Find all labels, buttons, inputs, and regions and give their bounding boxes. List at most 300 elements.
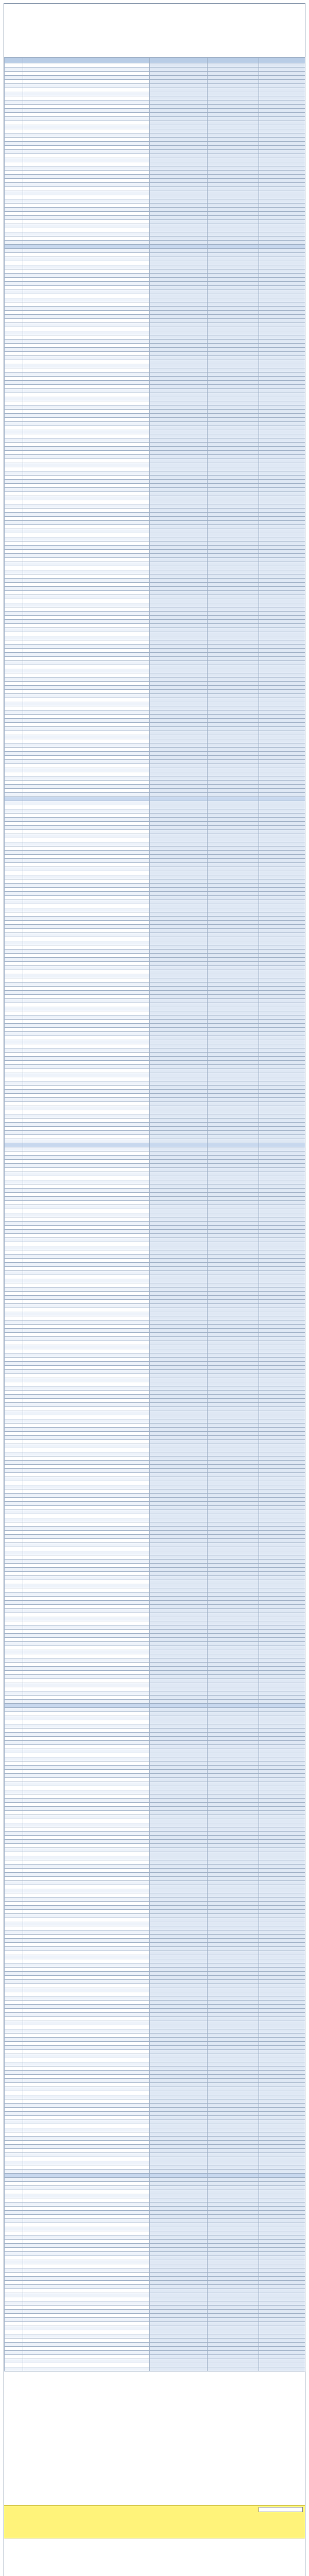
cell-amount-1 xyxy=(150,801,208,805)
cell-note xyxy=(259,1287,305,1292)
cell-name xyxy=(23,904,150,908)
table-row xyxy=(5,344,305,348)
cell-name xyxy=(23,995,150,999)
cell-amount-2 xyxy=(208,1489,259,1494)
cell-name xyxy=(23,319,150,323)
cell-code xyxy=(5,129,23,133)
cell-note xyxy=(259,2021,305,2025)
table-row xyxy=(5,1592,305,1597)
cell-note xyxy=(259,554,305,558)
cell-code xyxy=(5,863,23,867)
table-row xyxy=(5,958,305,962)
cell-name xyxy=(23,2116,150,2120)
cell-amount-1 xyxy=(150,377,208,381)
cell-name xyxy=(23,162,150,166)
cell-name xyxy=(23,1300,150,1304)
cell-amount-1 xyxy=(150,1073,208,1077)
cell-amount-2 xyxy=(208,2058,259,2062)
cell-code xyxy=(5,1992,23,1996)
cell-code xyxy=(5,2285,23,2289)
cell-name xyxy=(23,171,150,175)
table-row xyxy=(5,290,305,294)
cell-note xyxy=(259,315,305,319)
cell-amount-2 xyxy=(208,1790,259,1794)
cell-name xyxy=(23,1803,150,1807)
cell-code xyxy=(5,2046,23,2050)
cell-name xyxy=(23,1494,150,1498)
cell-amount-2 xyxy=(208,1048,259,1053)
cell-amount-2 xyxy=(208,2095,259,2099)
column-header-amount-2 xyxy=(208,58,259,63)
table-row xyxy=(5,574,305,579)
cell-code xyxy=(5,2178,23,2182)
cell-note xyxy=(259,653,305,657)
cell-name xyxy=(23,1184,150,1189)
cell-name xyxy=(23,735,150,739)
cell-amount-2 xyxy=(208,1391,259,1395)
cell-note xyxy=(259,1609,305,1613)
cell-name xyxy=(23,179,150,183)
table-row xyxy=(5,1283,305,1287)
cell-amount-1 xyxy=(150,525,208,529)
cell-amount-1 xyxy=(150,1728,208,1733)
table-row xyxy=(5,2322,305,2326)
cell-name xyxy=(23,785,150,789)
cell-note xyxy=(259,1065,305,1069)
cell-name xyxy=(23,1852,150,1856)
cell-amount-2 xyxy=(208,987,259,991)
cell-amount-2 xyxy=(208,1086,259,1090)
table-row xyxy=(5,1362,305,1366)
cell-name xyxy=(23,710,150,715)
cell-amount-1 xyxy=(150,2112,208,2116)
cell-amount-1 xyxy=(150,1518,208,1522)
cell-name xyxy=(23,1885,150,1889)
cell-amount-1 xyxy=(150,1069,208,1073)
cell-code xyxy=(5,154,23,158)
table-row xyxy=(5,484,305,488)
table-row xyxy=(5,1922,305,1926)
cell-code xyxy=(5,2071,23,2075)
cell-code xyxy=(5,286,23,290)
cell-amount-1 xyxy=(150,1135,208,1139)
cell-amount-2 xyxy=(208,995,259,999)
cell-note xyxy=(259,410,305,414)
cell-code xyxy=(5,504,23,509)
cell-amount-1 xyxy=(150,1625,208,1630)
cell-note xyxy=(259,1815,305,1819)
cell-name xyxy=(23,908,150,912)
table-row xyxy=(5,2355,305,2359)
cell-amount-2 xyxy=(208,822,259,826)
cell-note xyxy=(259,2256,305,2260)
cell-amount-1 xyxy=(150,657,208,661)
cell-code xyxy=(5,1885,23,1889)
table-row xyxy=(5,1741,305,1745)
cell-amount-2 xyxy=(208,1395,259,1399)
cell-amount-1 xyxy=(150,2145,208,2149)
cell-amount-1 xyxy=(150,385,208,389)
cell-amount-2 xyxy=(208,603,259,607)
cell-name xyxy=(23,2211,150,2215)
cell-name xyxy=(23,2017,150,2021)
cell-amount-1 xyxy=(150,1947,208,1951)
cell-amount-1 xyxy=(150,2264,208,2268)
cell-name xyxy=(23,2157,150,2161)
cell-note xyxy=(259,1906,305,1910)
cell-note xyxy=(259,1782,305,1786)
table-row xyxy=(5,1926,305,1930)
cell-amount-1 xyxy=(150,1918,208,1922)
cell-amount-2 xyxy=(208,579,259,583)
cell-code xyxy=(5,179,23,183)
cell-code xyxy=(5,1415,23,1419)
cell-note xyxy=(259,1444,305,1448)
cell-note xyxy=(259,1576,305,1580)
table-row xyxy=(5,645,305,649)
cell-amount-1 xyxy=(150,1139,208,1143)
cell-code xyxy=(5,1345,23,1349)
cell-code xyxy=(5,1358,23,1362)
cell-amount-1 xyxy=(150,1646,208,1650)
cell-amount-1 xyxy=(150,1757,208,1761)
cell-amount-2 xyxy=(208,1873,259,1877)
table-row xyxy=(5,80,305,84)
cell-amount-1 xyxy=(150,694,208,698)
cell-name xyxy=(23,739,150,743)
cell-amount-1 xyxy=(150,1836,208,1840)
cell-amount-1 xyxy=(150,1090,208,1094)
cell-note xyxy=(259,1123,305,1127)
cell-code xyxy=(5,525,23,529)
cell-amount-1 xyxy=(150,1588,208,1592)
cell-name xyxy=(23,1683,150,1687)
cell-note xyxy=(259,739,305,743)
cell-note xyxy=(259,1671,305,1675)
cell-note xyxy=(259,562,305,566)
cell-code xyxy=(5,245,23,249)
cell-note xyxy=(259,628,305,632)
cell-code xyxy=(5,1469,23,1473)
table-row xyxy=(5,1102,305,1106)
cell-name xyxy=(23,2112,150,2116)
cell-amount-1 xyxy=(150,533,208,537)
cell-code xyxy=(5,1984,23,1988)
cell-amount-1 xyxy=(150,2091,208,2095)
table-row xyxy=(5,138,305,142)
cell-note xyxy=(259,154,305,158)
cell-code xyxy=(5,1110,23,1114)
cell-name xyxy=(23,781,150,785)
cell-note xyxy=(259,1077,305,1081)
cell-amount-1 xyxy=(150,348,208,352)
cell-amount-2 xyxy=(208,1992,259,1996)
table-row xyxy=(5,826,305,830)
cell-note xyxy=(259,1102,305,1106)
cell-code xyxy=(5,1230,23,1234)
table-row xyxy=(5,434,305,438)
cell-amount-2 xyxy=(208,492,259,496)
cell-note xyxy=(259,1498,305,1502)
cell-amount-1 xyxy=(150,855,208,859)
cell-code xyxy=(5,640,23,645)
cell-amount-2 xyxy=(208,1679,259,1683)
cell-amount-2 xyxy=(208,735,259,739)
cell-name xyxy=(23,1634,150,1638)
table-row xyxy=(5,1733,305,1737)
cell-note xyxy=(259,175,305,179)
cell-amount-1 xyxy=(150,1790,208,1794)
cell-amount-2 xyxy=(208,1547,259,1551)
cell-note xyxy=(259,1939,305,1943)
cell-amount-2 xyxy=(208,1090,259,1094)
cell-note xyxy=(259,2359,305,2363)
cell-name xyxy=(23,1959,150,1963)
cell-amount-1 xyxy=(150,1485,208,1489)
cell-amount-1 xyxy=(150,851,208,855)
cell-amount-1 xyxy=(150,2211,208,2215)
cell-code xyxy=(5,171,23,175)
cell-name xyxy=(23,987,150,991)
cell-note xyxy=(259,1090,305,1094)
cell-name xyxy=(23,1213,150,1217)
cell-code xyxy=(5,995,23,999)
table-row xyxy=(5,241,305,245)
cell-code xyxy=(5,1465,23,1469)
cell-name xyxy=(23,1819,150,1823)
cell-note xyxy=(259,1399,305,1403)
table-row xyxy=(5,921,305,925)
table-row xyxy=(5,1737,305,1741)
cell-code xyxy=(5,933,23,937)
cell-amount-1 xyxy=(150,2215,208,2219)
cell-code xyxy=(5,904,23,908)
cell-code xyxy=(5,212,23,216)
table-row xyxy=(5,1481,305,1485)
cell-name xyxy=(23,261,150,265)
cell-amount-1 xyxy=(150,1733,208,1737)
cell-name xyxy=(23,2046,150,2050)
cell-amount-1 xyxy=(150,1217,208,1222)
cell-note xyxy=(259,1502,305,1506)
cell-code xyxy=(5,1275,23,1279)
cell-name xyxy=(23,187,150,191)
cell-amount-1 xyxy=(150,1638,208,1642)
cell-note xyxy=(259,1098,305,1102)
cell-code xyxy=(5,830,23,834)
cell-amount-2 xyxy=(208,1819,259,1823)
cell-code xyxy=(5,327,23,331)
cell-note xyxy=(259,529,305,533)
cell-name xyxy=(23,1823,150,1827)
cell-amount-1 xyxy=(150,2095,208,2099)
cell-code xyxy=(5,925,23,929)
cell-amount-1 xyxy=(150,1086,208,1090)
cell-note xyxy=(259,1086,305,1090)
cell-amount-2 xyxy=(208,80,259,84)
cell-amount-2 xyxy=(208,1939,259,1943)
cell-amount-1 xyxy=(150,1745,208,1749)
cell-amount-1 xyxy=(150,1160,208,1164)
cell-code xyxy=(5,1873,23,1877)
table-row xyxy=(5,1848,305,1852)
table-row xyxy=(5,756,305,760)
cell-amount-1 xyxy=(150,1580,208,1584)
cell-code xyxy=(5,1040,23,1044)
cell-amount-2 xyxy=(208,1234,259,1238)
cell-amount-2 xyxy=(208,1712,259,1716)
cell-name xyxy=(23,1671,150,1675)
cell-amount-2 xyxy=(208,966,259,970)
cell-note xyxy=(259,385,305,389)
table-row xyxy=(5,1386,305,1391)
cell-name xyxy=(23,912,150,917)
table-row xyxy=(5,2042,305,2046)
cell-amount-1 xyxy=(150,686,208,690)
cell-code xyxy=(5,1939,23,1943)
cell-name xyxy=(23,1910,150,1914)
cell-amount-1 xyxy=(150,1865,208,1869)
cell-amount-2 xyxy=(208,1423,259,1428)
cell-amount-1 xyxy=(150,929,208,933)
table-row xyxy=(5,2137,305,2141)
cell-code xyxy=(5,1382,23,1386)
table-row xyxy=(5,1753,305,1757)
cell-amount-1 xyxy=(150,632,208,636)
table-row xyxy=(5,1168,305,1172)
cell-note xyxy=(259,1696,305,1700)
cell-name xyxy=(23,1469,150,1473)
cell-name xyxy=(23,274,150,278)
table-row xyxy=(5,859,305,863)
cell-note xyxy=(259,220,305,224)
cell-code xyxy=(5,723,23,727)
table-row xyxy=(5,1287,305,1292)
cell-amount-2 xyxy=(208,500,259,504)
cell-amount-2 xyxy=(208,1988,259,1992)
cell-name xyxy=(23,1452,150,1456)
cell-amount-1 xyxy=(150,340,208,344)
table-row xyxy=(5,801,305,805)
cell-name xyxy=(23,1428,150,1432)
cell-amount-2 xyxy=(208,113,259,117)
cell-code xyxy=(5,1201,23,1205)
cell-note xyxy=(259,962,305,966)
cell-amount-2 xyxy=(208,863,259,867)
cell-note xyxy=(259,1531,305,1535)
table-row xyxy=(5,888,305,892)
cell-code xyxy=(5,1432,23,1436)
cell-code xyxy=(5,1184,23,1189)
table-row xyxy=(5,541,305,546)
cell-name xyxy=(23,331,150,335)
cell-note xyxy=(259,867,305,871)
cell-amount-2 xyxy=(208,900,259,904)
cell-code xyxy=(5,2219,23,2223)
cell-code xyxy=(5,422,23,426)
cell-amount-2 xyxy=(208,245,259,249)
cell-name xyxy=(23,1646,150,1650)
cell-note xyxy=(259,1353,305,1358)
cell-amount-1 xyxy=(150,768,208,772)
cell-name xyxy=(23,830,150,834)
cell-name xyxy=(23,649,150,653)
cell-code xyxy=(5,410,23,414)
cell-amount-2 xyxy=(208,166,259,171)
cell-note xyxy=(259,2273,305,2277)
cell-name xyxy=(23,1020,150,1024)
table-row xyxy=(5,978,305,982)
cell-amount-2 xyxy=(208,278,259,282)
table-row xyxy=(5,129,305,133)
cell-name xyxy=(23,154,150,158)
cell-note xyxy=(259,1893,305,1897)
cell-note xyxy=(259,1028,305,1032)
cell-code xyxy=(5,842,23,846)
cell-code xyxy=(5,1551,23,1555)
cell-amount-2 xyxy=(208,1415,259,1419)
cell-name xyxy=(23,1856,150,1860)
cell-amount-1 xyxy=(150,1189,208,1193)
cell-note xyxy=(259,892,305,896)
cell-note xyxy=(259,1873,305,1877)
cell-code xyxy=(5,1889,23,1893)
cell-name xyxy=(23,991,150,995)
table-row xyxy=(5,1510,305,1514)
cell-note xyxy=(259,2046,305,2050)
cell-amount-1 xyxy=(150,1902,208,1906)
cell-amount-2 xyxy=(208,385,259,389)
cell-amount-2 xyxy=(208,2211,259,2215)
cell-note xyxy=(259,1700,305,1704)
cell-amount-2 xyxy=(208,63,259,67)
cell-amount-2 xyxy=(208,447,259,451)
table-body-main xyxy=(5,63,305,2371)
cell-amount-2 xyxy=(208,2310,259,2314)
cell-amount-2 xyxy=(208,1650,259,1654)
cell-note xyxy=(259,1234,305,1238)
cell-name xyxy=(23,1333,150,1337)
cell-name xyxy=(23,2363,150,2367)
table-row xyxy=(5,1234,305,1238)
table-row xyxy=(5,1069,305,1073)
cell-code xyxy=(5,1625,23,1630)
cell-code xyxy=(5,1452,23,1456)
cell-code xyxy=(5,1865,23,1869)
cell-note xyxy=(259,517,305,521)
cell-name xyxy=(23,521,150,525)
table-row xyxy=(5,966,305,970)
cell-amount-2 xyxy=(208,768,259,772)
cell-amount-2 xyxy=(208,1238,259,1242)
cell-amount-1 xyxy=(150,735,208,739)
cell-amount-1 xyxy=(150,121,208,125)
cell-note xyxy=(259,579,305,583)
cell-note xyxy=(259,1506,305,1510)
cell-amount-2 xyxy=(208,908,259,912)
cell-amount-1 xyxy=(150,451,208,455)
cell-amount-2 xyxy=(208,1535,259,1539)
cell-note xyxy=(259,945,305,950)
cell-amount-2 xyxy=(208,1448,259,1452)
cell-code xyxy=(5,579,23,583)
cell-code xyxy=(5,2001,23,2005)
cell-amount-1 xyxy=(150,583,208,587)
cell-code xyxy=(5,1914,23,1918)
table-row xyxy=(5,410,305,414)
cell-amount-2 xyxy=(208,1943,259,1947)
table-row xyxy=(5,1444,305,1448)
